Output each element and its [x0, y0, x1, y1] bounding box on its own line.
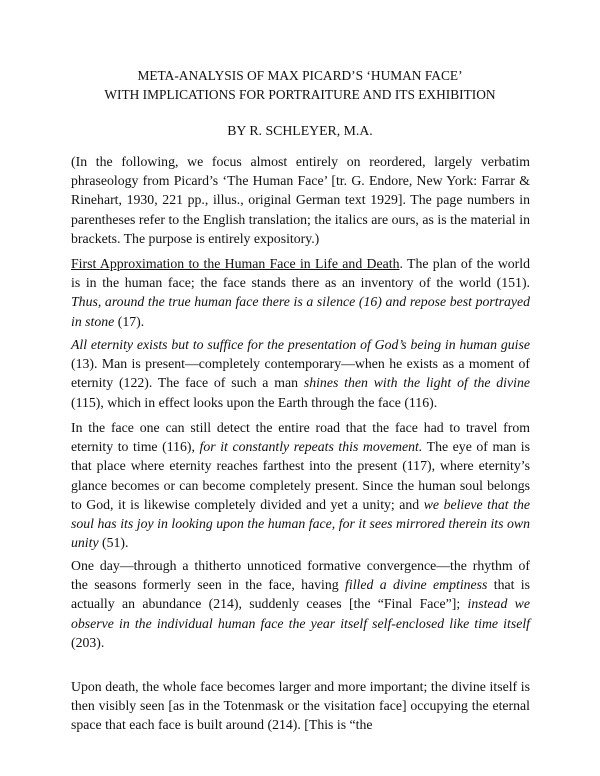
paragraph-2: All eternity exists but to suffice for the presentation of God’s being in human guise (13). Man is present—completely contemporary—when he exists as a moment of eternity (122). The face of such a man shines then with the light of the divine (115), which in effect looks upon the Earth through the face (116).: [71, 337, 530, 410]
section-heading: First Approximation to the Human Face in Life and Death: [71, 256, 400, 271]
title-line-2: WITH IMPLICATIONS FOR PORTRAITURE AND ITS EXHIBITION: [104, 87, 496, 102]
intro-paragraph: (In the following, we focus almost entirely on reordered, largely verbatim phraseology from Picard’s ‘The Human Face’ [tr. G. Endore, New York: Farrar & Rinehart, 1930, 221 pp., illus., original German text 1929]. The page numbers in parentheses refer to the English translation; the italics are ours, as is the material in brackets. The purpose is entirely expository.): [71, 154, 530, 246]
title-line-1: META-ANALYSIS OF MAX PICARD’S ‘HUMAN FACE’: [137, 68, 463, 83]
paragraph-3: In the face one can still detect the entire road that the face had to travel from eternity to time (116), for it constantly repeats this movement. The eye of man is that place where eternity reaches farthest into the present (117), where eternity’s glance becomes or can become completely present. Since the human soul belongs to God, it is likewise completely divided and yet a unity; and we believe that the soul has its joy in looking upon the human face, for it sees mirrored therein its own unity (51).: [71, 420, 530, 551]
document-title: [60, 66, 540, 104]
author-byline: BY R. SCHLEYER, M.A.: [227, 123, 373, 138]
paragraph-1: First Approximation to the Human Face in Life and Death. The plan of the world is in the human face; the face stands there as an inventory of the world (151). Thus, around the true human face there is a silence (16) and repose best portrayed in stone (17).: [71, 256, 531, 329]
paragraph-4: One day—through a thitherto unnoticed formative convergence—the rhythm of the seasons formerly seen in the face, having filled a divine emptiness that is actually an abundance (214), suddenly ceases [the “Final Face”]; instead we observe in the individual human face the year itself self-enclosed like time itself (203).: [71, 558, 530, 650]
paragraph-5: Upon death, the whole face becomes larger and more important; the divine itself is then visibly seen [as in the Totenmask or the visitation face] occupying the eternal space that each face is built around (214). [This is “the: [71, 679, 530, 733]
